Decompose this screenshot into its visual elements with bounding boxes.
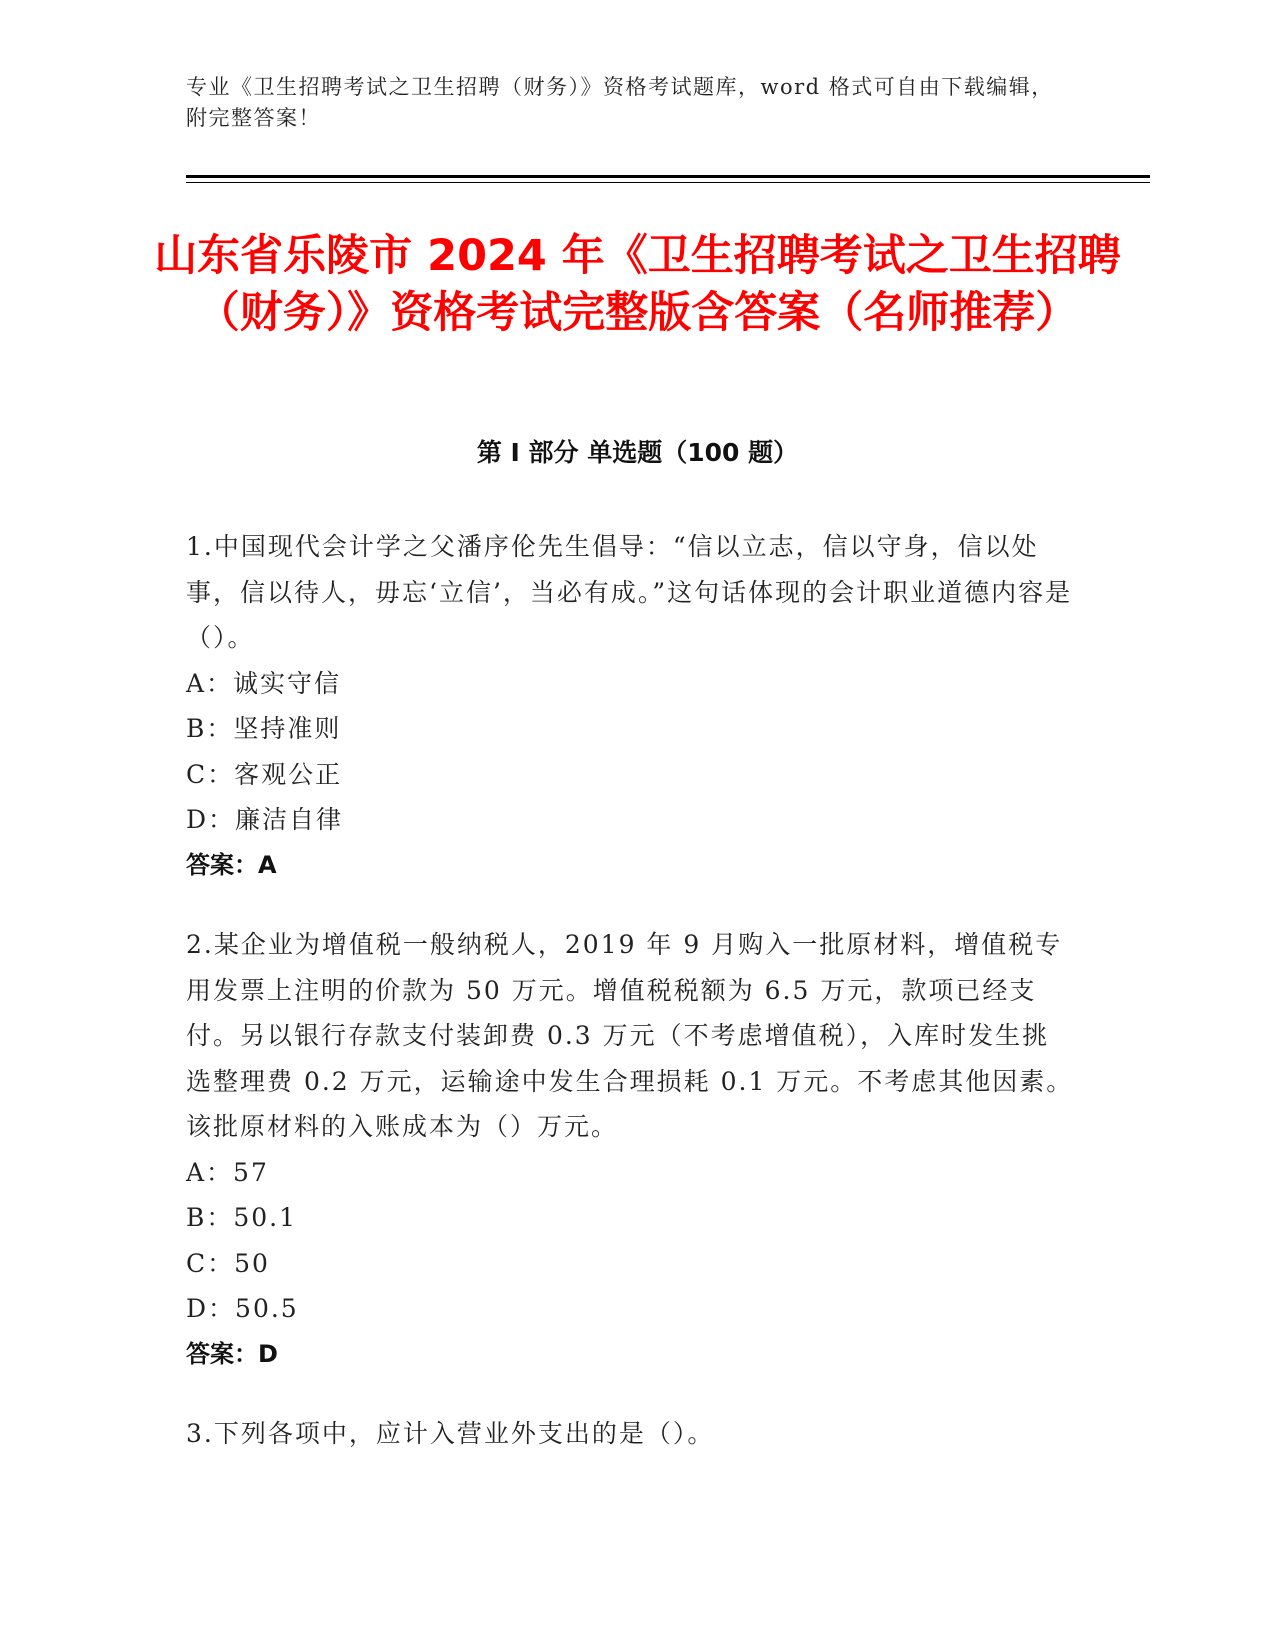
option-c: C：客观公正 <box>186 759 343 789</box>
option-a: A：诚实守信 <box>186 668 342 698</box>
question-stem: 1.中国现代会计学之父潘序伦先生倡导：“信以立志，信以守身，信以处事，信以待人，毋忘‘立信’，当必有成。”这句话体现的会计职业道德内容是（）。 <box>186 532 1073 652</box>
option-d: D：廉洁自律 <box>186 805 344 834</box>
answer: 答案：D <box>186 1339 278 1368</box>
header-note: 专业《卫生招聘考试之卫生招聘（财务）》资格考试题库，word 格式可自由下载编辑，附完整答案！ <box>186 75 1054 130</box>
question-2 <box>186 922 1076 1377</box>
question-3 <box>186 1411 1076 1457</box>
option-d: D：50.5 <box>186 1294 299 1323</box>
header-rule-thin <box>186 182 1150 183</box>
question-1 <box>186 524 1076 888</box>
option-a: A：57 <box>186 1157 269 1187</box>
header-rule-thick <box>186 175 1150 178</box>
option-c: C：50 <box>186 1248 270 1278</box>
section-title: 第 I 部分 单选题（100 题） <box>476 438 799 467</box>
document-title: 山东省乐陵市 2024 年《卫生招聘考试之卫生招聘（财务）》资格考试完整版含答案（名师推荐） <box>154 231 1121 338</box>
answer: 答案：A <box>186 850 277 879</box>
question-list <box>186 524 1076 1491</box>
option-b: B：50.1 <box>186 1203 298 1232</box>
question-stem: 3.下列各项中，应计入营业外支出的是（）。 <box>186 1419 715 1448</box>
option-b: B：坚持准则 <box>186 714 342 743</box>
question-stem: 2.某企业为增值税一般纳税人，2019 年 9 月购入一批原材料，增值税专用发票上注明的价款为 50 万元。增值税税额为 6.5 万元，款项已经支付。另以银行存款支付装卸费 0.3 万元（不考虑增值税），入库时发生挑选整理费 0.2 万元，运输途中发生合理损耗 0.1 万元。不考虑其他因素。该批原材料的入账成本为（）万元。 <box>186 930 1074 1141</box>
